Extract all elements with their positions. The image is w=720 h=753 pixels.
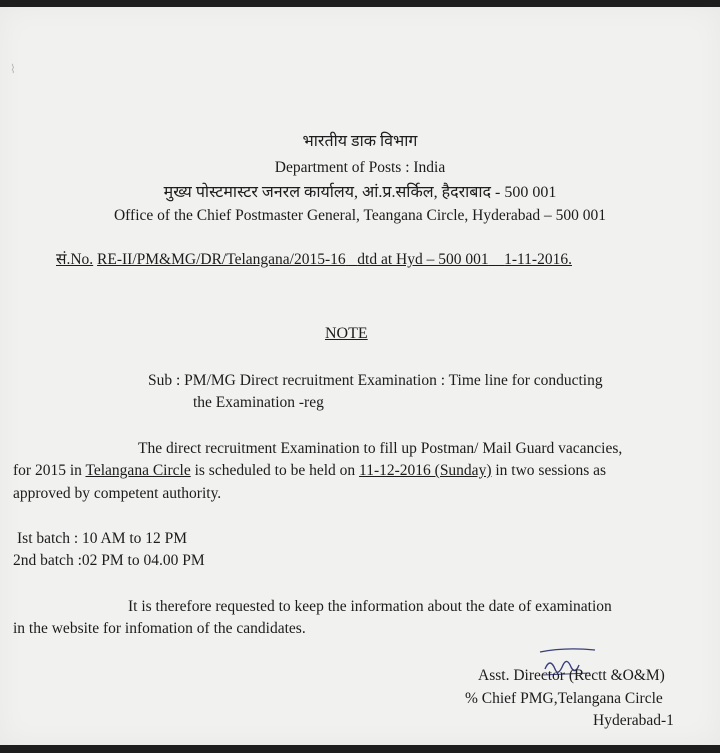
subject-line-2: the Examination -reg <box>193 394 324 411</box>
office-name: Office of the Chief Postmaster General, Teangana Circle, Hyderabad – 500 001 <box>113 207 607 224</box>
body-line-3: approved by competent authority. <box>13 485 222 502</box>
note-title: NOTE <box>325 325 368 342</box>
signatory-office: % Chief PMG,Telangana Circle <box>465 690 663 707</box>
hindi-department: भारतीय डाक विभाग <box>302 133 418 150</box>
batch-2: 2nd batch :02 PM to 04.00 PM <box>13 552 205 569</box>
margin-mark: ⌇ <box>10 62 16 76</box>
batch-1: Ist batch : 10 AM to 12 PM <box>17 530 188 547</box>
document-page <box>0 7 720 745</box>
bottom-border <box>0 745 720 753</box>
body-line-2: for 2015 in Telangana Circle is scheduled to be held on 11-12-2016 (Sunday) in two sessions as <box>13 462 607 479</box>
ref-date: 1-11-2016. <box>504 251 572 268</box>
ref-prefix: सं.No. <box>56 251 94 268</box>
body-line-4: It is therefore requested to keep the information about the date of examination <box>128 598 612 615</box>
signatory-designation: Asst. Director (Rectt &O&M) <box>478 667 665 684</box>
hindi-office: मुख्य पोस्टमास्टर जनरल कार्यालय, आं.प्र.सर्किल, हैदराबाद - 500 001 <box>163 184 557 201</box>
circle-name: Telangana Circle <box>85 462 191 479</box>
body-line-5: in the website for infomation of the candidates. <box>13 620 306 637</box>
exam-date: 11-12-2016 (Sunday) <box>359 462 492 479</box>
top-border <box>0 0 720 7</box>
ref-dtd: dtd at Hyd – 500 001 <box>357 251 489 268</box>
ref-number: RE-II/PM&MG/DR/Telangana/2015-16 <box>97 251 346 268</box>
department-name: Department of Posts : India <box>274 159 446 176</box>
subject-line-1: Sub : PM/MG Direct recruitment Examination : Time line for conducting <box>148 372 603 389</box>
body-line-1: The direct recruitment Examination to fill up Postman/ Mail Guard vacancies, <box>138 440 623 457</box>
signatory-city: Hyderabad-1 <box>593 712 674 729</box>
reference-line <box>56 250 572 270</box>
